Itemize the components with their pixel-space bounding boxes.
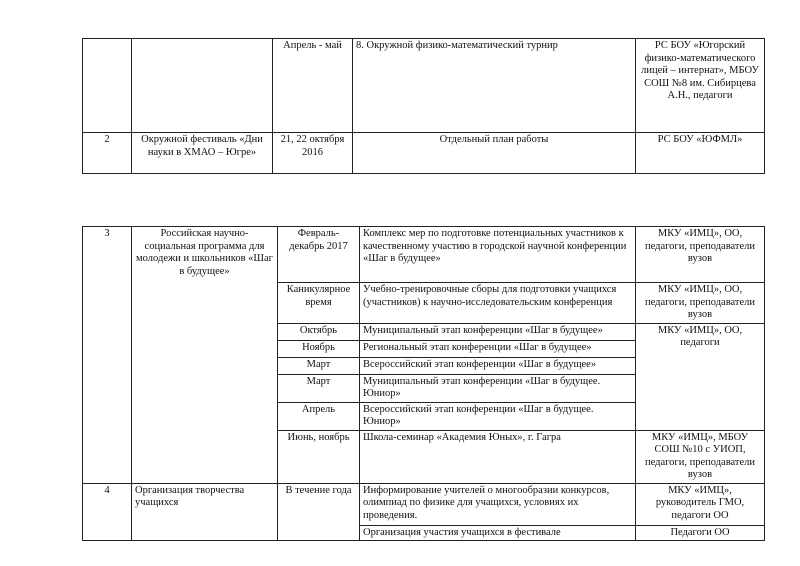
table-row: [83, 133, 765, 174]
row-number: 2: [83, 133, 132, 174]
event-responsible: МКУ «ИМЦ», ОО, педагоги, преподаватели вузов: [636, 227, 765, 283]
event-responsible: РС БОУ «Югорский физико-математического лицей – интернат», МБОУ СОШ №8 им. Сибирцева А.Н., педагоги: [636, 39, 765, 133]
event-date: Февраль-декабрь 2017: [278, 227, 360, 283]
event-date: 21, 22 октября 2016: [273, 133, 353, 174]
row-number: 3: [83, 227, 132, 484]
event-responsible: МКУ «ИМЦ», МБОУ СОШ №10 с УИОП, педагоги, преподаватели вузов: [636, 430, 765, 483]
event-activity: Муниципальный этап конференции «Шаг в будущее. Юниор»: [360, 374, 636, 402]
event-responsible: МКУ «ИМЦ», руководитель ГМО, педагоги ОО: [636, 483, 765, 525]
event-activity: Школа-семинар «Академия Юных», г. Гагра: [360, 430, 636, 483]
event-name: [132, 39, 273, 133]
event-date: В течение года: [278, 483, 360, 541]
event-activity: Всероссийский этап конференции «Шаг в будущее. Юниор»: [360, 402, 636, 430]
event-date: Июнь, ноябрь: [278, 430, 360, 483]
plan-table-part-2: [82, 226, 765, 541]
event-responsible: РС БОУ «ЮФМЛ»: [636, 133, 765, 174]
event-activity: Комплекс мер по подготовке потенциальных участников к качественному участию в городской научной конференции «Шаг в будущее»: [360, 227, 636, 283]
event-responsible: МКУ «ИМЦ», ОО, педагоги, преподаватели вузов: [636, 283, 765, 324]
event-date: Март: [278, 374, 360, 402]
event-name: Окружной фестиваль «Дни науки в ХМАО – Югре»: [132, 133, 273, 174]
event-activity: Отдельный план работы: [353, 133, 636, 174]
event-activity: Информирование учителей о многообразии конкурсов, олимпиад по физике для учащихся, условиях их проведения.: [360, 483, 636, 525]
event-responsible: МКУ «ИМЦ», ОО, педагоги: [636, 323, 765, 430]
event-name: Российская научно-социальная программа для молодежи и школьников «Шаг в будущее»: [132, 227, 278, 484]
plan-table-part-1: [82, 38, 765, 174]
event-activity: Муниципальный этап конференции «Шаг в будущее»: [360, 323, 636, 340]
event-activity: Учебно-тренировочные сборы для подготовки учащихся (участников) к научно-исследовательским конференция: [360, 283, 636, 324]
event-responsible: Педагоги ОО: [636, 525, 765, 541]
event-date: Апрель: [278, 402, 360, 430]
event-activity: 8. Окружной физико-математический турнир: [353, 39, 636, 133]
row-number: 4: [83, 483, 132, 541]
row-number: [83, 39, 132, 133]
table-row: [83, 227, 765, 283]
table-row: [83, 483, 765, 525]
event-date: Ноябрь: [278, 340, 360, 357]
event-date: Апрель - май: [273, 39, 353, 133]
event-date: Каникулярное время: [278, 283, 360, 324]
event-date: Март: [278, 357, 360, 374]
table-row: [83, 39, 765, 133]
event-name: Организация творчества учащихся: [132, 483, 278, 541]
event-activity: Региональный этап конференции «Шаг в будущее»: [360, 340, 636, 357]
event-activity: Организация участия учащихся в фестивале: [360, 525, 636, 541]
event-date: Октябрь: [278, 323, 360, 340]
event-activity: Всероссийский этап конференции «Шаг в будущее»: [360, 357, 636, 374]
